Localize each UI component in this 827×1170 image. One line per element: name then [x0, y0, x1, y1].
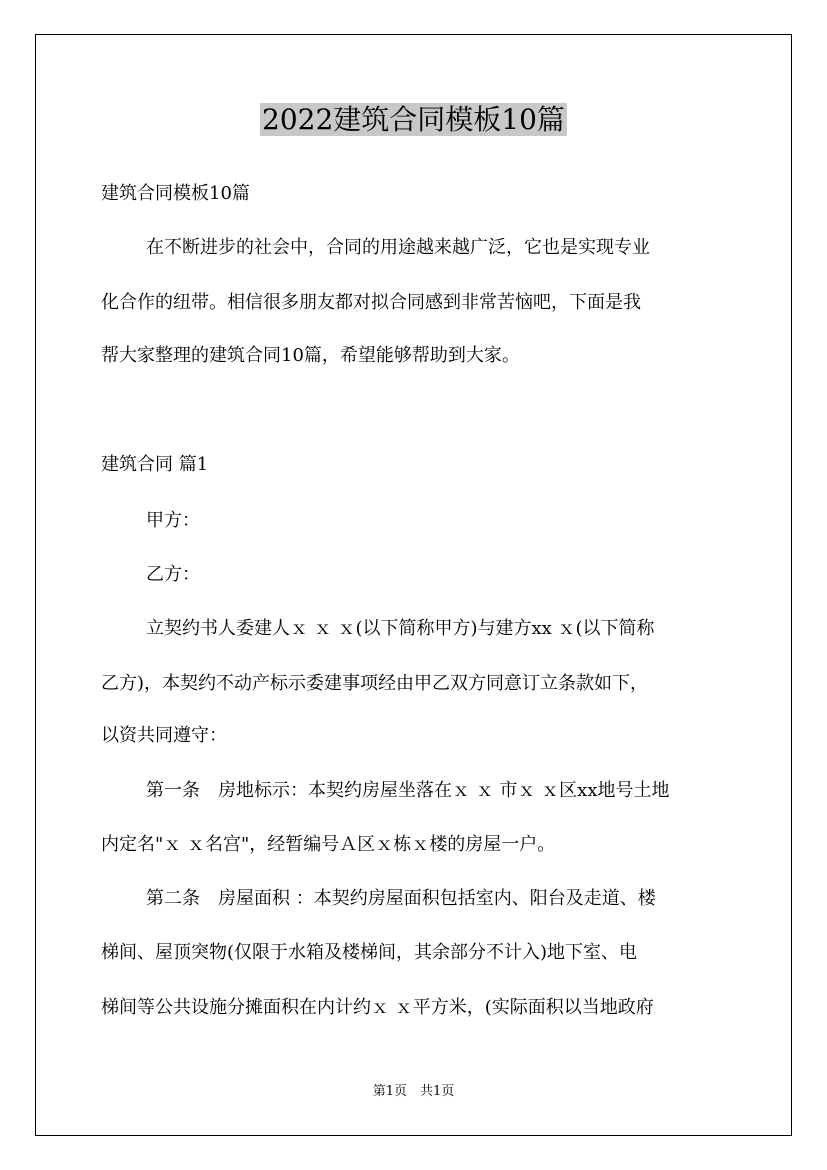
party-b-label: 乙方： — [146, 564, 200, 585]
article2-line-2: 梯间、屋顶突物(仅限于水箱及楼梯间，其余部分不计入)地下室、电 — [101, 942, 638, 963]
document-title — [0, 100, 827, 140]
document-title-text: 2022建筑合同模板10篇 — [262, 103, 565, 136]
page-footer: 第1页 共1页 — [372, 1084, 455, 1099]
document-subtitle: 建筑合同模板10篇 — [101, 183, 250, 204]
section-heading: 建筑合同 篇1 — [101, 454, 209, 475]
paragraph1-line-3: 以资共同遵守： — [101, 725, 227, 746]
article1-line-2: 内定名"ｘ ｘ名宫"，经暂编号Ａ区ｘ栋ｘ楼的房屋一户。 — [101, 834, 556, 855]
paragraph1-line-2: 乙方)，本契约不动产标示委建事项经由甲乙双方同意订立条款如下， — [101, 673, 649, 694]
intro-line-3: 帮大家整理的建筑合同10篇，希望能够帮助到大家。 — [101, 345, 520, 366]
intro-line-1: 在不断进步的社会中，合同的用途越来越广泛，它也是实现专业 — [146, 237, 650, 258]
paragraph1-line-1: 立契约书人委建人ｘ ｘ ｘ(以下简称甲方)与建方xx ｘ(以下简称 — [146, 618, 655, 639]
article1-line-1: 第一条 房地标示：本契约房屋坐落在ｘ ｘ 市ｘ ｘ区xx地号土地 — [146, 780, 670, 801]
article2-line-3: 梯间等公共设施分摊面积在内计约ｘ ｘ平方米，(实际面积以当地政府 — [101, 997, 654, 1018]
intro-line-2: 化合作的纽带。相信很多朋友都对拟合同感到非常苦恼吧，下面是我 — [101, 292, 641, 313]
party-a-label: 甲方： — [146, 510, 200, 531]
article2-line-1: 第二条 房屋面积 ：本契约房屋面积包括室内、阳台及走道、楼 — [146, 888, 656, 909]
